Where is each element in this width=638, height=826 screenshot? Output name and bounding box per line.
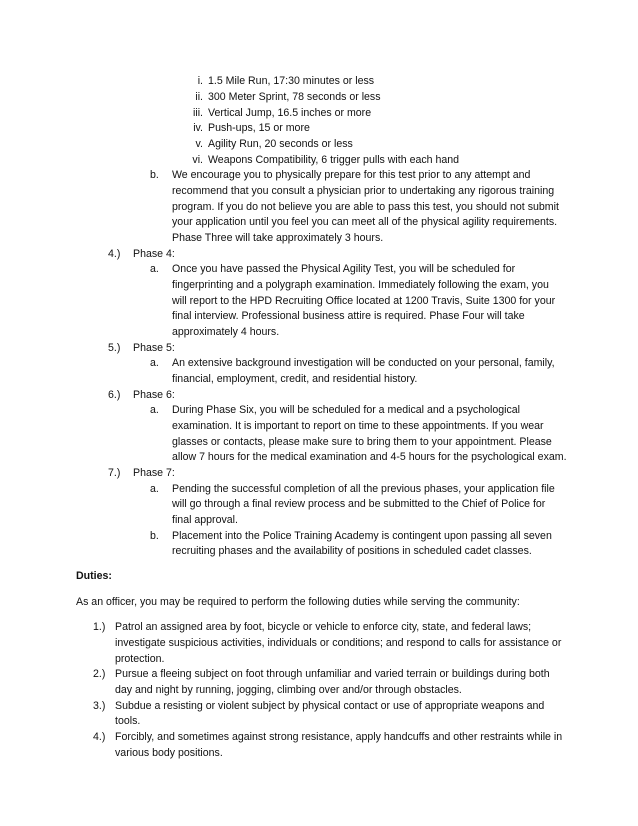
paragraph-line: Once you have passed the Physical Agility Test, you will be scheduled for	[172, 263, 516, 275]
duty-number: 3.)	[93, 700, 106, 712]
phase-title: Phase 7:	[133, 467, 175, 479]
phase-title: Phase 5:	[133, 342, 175, 354]
duty-line: various body positions.	[115, 747, 223, 759]
item-letter: b.	[150, 530, 159, 542]
paragraph-line: recommend that you consult a physician prior to undertaking any rigorous training	[172, 185, 555, 197]
test-item-text: Weapons Compatibility, 6 trigger pulls with each hand	[208, 154, 460, 166]
item-letter: a.	[150, 263, 159, 275]
duty-line: Patrol an assigned area by foot, bicycle or vehicle to enforce city, state, and federal laws;	[115, 621, 532, 633]
duty-number: 4.)	[93, 731, 106, 743]
paragraph-line: fingerprinting and a polygraph examination. Immediately following the exam, you	[172, 279, 549, 291]
duty-line: tools.	[115, 715, 141, 727]
paragraph-line: Phase Three will take approximately 3 hours.	[172, 232, 384, 244]
roman-numeral: iii.	[192, 107, 203, 119]
duty-line: Forcibly, and sometimes against strong resistance, apply handcuffs and other restraints while in	[115, 731, 563, 743]
paragraph-line: will report to the HPD Recruiting Office located at 1200 Travis, Suite 1300 for your	[172, 295, 556, 307]
phase-number: 4.)	[108, 248, 121, 260]
roman-numeral: vi.	[192, 154, 203, 166]
section-heading: Duties:	[76, 570, 112, 582]
phase-number: 5.)	[108, 342, 121, 354]
roman-numeral: iv.	[193, 122, 203, 134]
paragraph-line: glasses or contacts, please make sure to bring them to your appointment. Please	[172, 436, 552, 448]
paragraph-line: program. If you do not believe you are able to pass this test, you should not submit	[172, 201, 559, 213]
paragraph-line: your application until you feel you can meet all of the physical agility requirements.	[172, 216, 558, 228]
duty-number: 1.)	[93, 621, 106, 633]
duty-line: investigate suspicious activities, individuals or conditions; and respond to calls for assistance or	[115, 637, 562, 649]
paragraph-line: We encourage you to physically prepare for this test prior to any attempt and	[172, 169, 531, 181]
paragraph-line: final approval.	[172, 514, 238, 526]
phase-title: Phase 4:	[133, 248, 175, 260]
roman-numeral: ii.	[195, 91, 203, 103]
duty-line: protection.	[115, 653, 165, 665]
roman-numeral: i.	[197, 75, 203, 87]
paragraph-line: final interview. Professional business attire is required. Phase Four will take	[172, 310, 525, 322]
paragraph-line: Pending the successful completion of all the previous phases, your application file	[172, 483, 555, 495]
duty-line: Subdue a resisting or violent subject by physical contact or use of appropriate weapons and	[115, 700, 545, 712]
item-letter: b.	[150, 169, 159, 181]
duties-intro: As an officer, you may be required to perform the following duties while serving the community:	[76, 596, 520, 608]
paragraph-line: During Phase Six, you will be scheduled for a medical and a psychological	[172, 404, 521, 416]
roman-numeral: v.	[195, 138, 203, 150]
duty-number: 2.)	[93, 668, 106, 680]
test-item-text: Push-ups, 15 or more	[208, 122, 310, 134]
test-item-text: 300 Meter Sprint, 78 seconds or less	[208, 91, 381, 103]
test-item-text: 1.5 Mile Run, 17:30 minutes or less	[208, 75, 375, 87]
paragraph-line: examination. It is important to report on time to these appointments. If you wear	[172, 420, 544, 432]
paragraph-line: approximately 4 hours.	[172, 326, 280, 338]
item-letter: a.	[150, 483, 159, 495]
phase-number: 6.)	[108, 389, 121, 401]
duty-line: Pursue a fleeing subject on foot through unfamiliar and varied terrain or buildings during both	[115, 668, 550, 680]
item-letter: a.	[150, 357, 159, 369]
duty-line: day and night by running, jogging, climbing over and/or through obstacles.	[115, 684, 462, 696]
paragraph-line: Placement into the Police Training Academy is contingent upon passing all seven	[172, 530, 552, 542]
paragraph-line: recruiting phases and the availability of positions in scheduled cadet classes.	[172, 545, 532, 557]
test-item-text: Vertical Jump, 16.5 inches or more	[208, 107, 372, 119]
paragraph-line: financial, employment, credit, and residential history.	[172, 373, 418, 385]
paragraph-line: will go through a final review process and be submitted to the Chief of Police for	[172, 498, 546, 510]
test-item-text: Agility Run, 20 seconds or less	[208, 138, 353, 150]
phase-number: 7.)	[108, 467, 121, 479]
phase-title: Phase 6:	[133, 389, 175, 401]
paragraph-line: An extensive background investigation will be conducted on your personal, family,	[172, 357, 555, 369]
paragraph-line: allow 7 hours for the medical examination and 4-5 hours for the psychological exam.	[172, 451, 567, 463]
item-letter: a.	[150, 404, 159, 416]
